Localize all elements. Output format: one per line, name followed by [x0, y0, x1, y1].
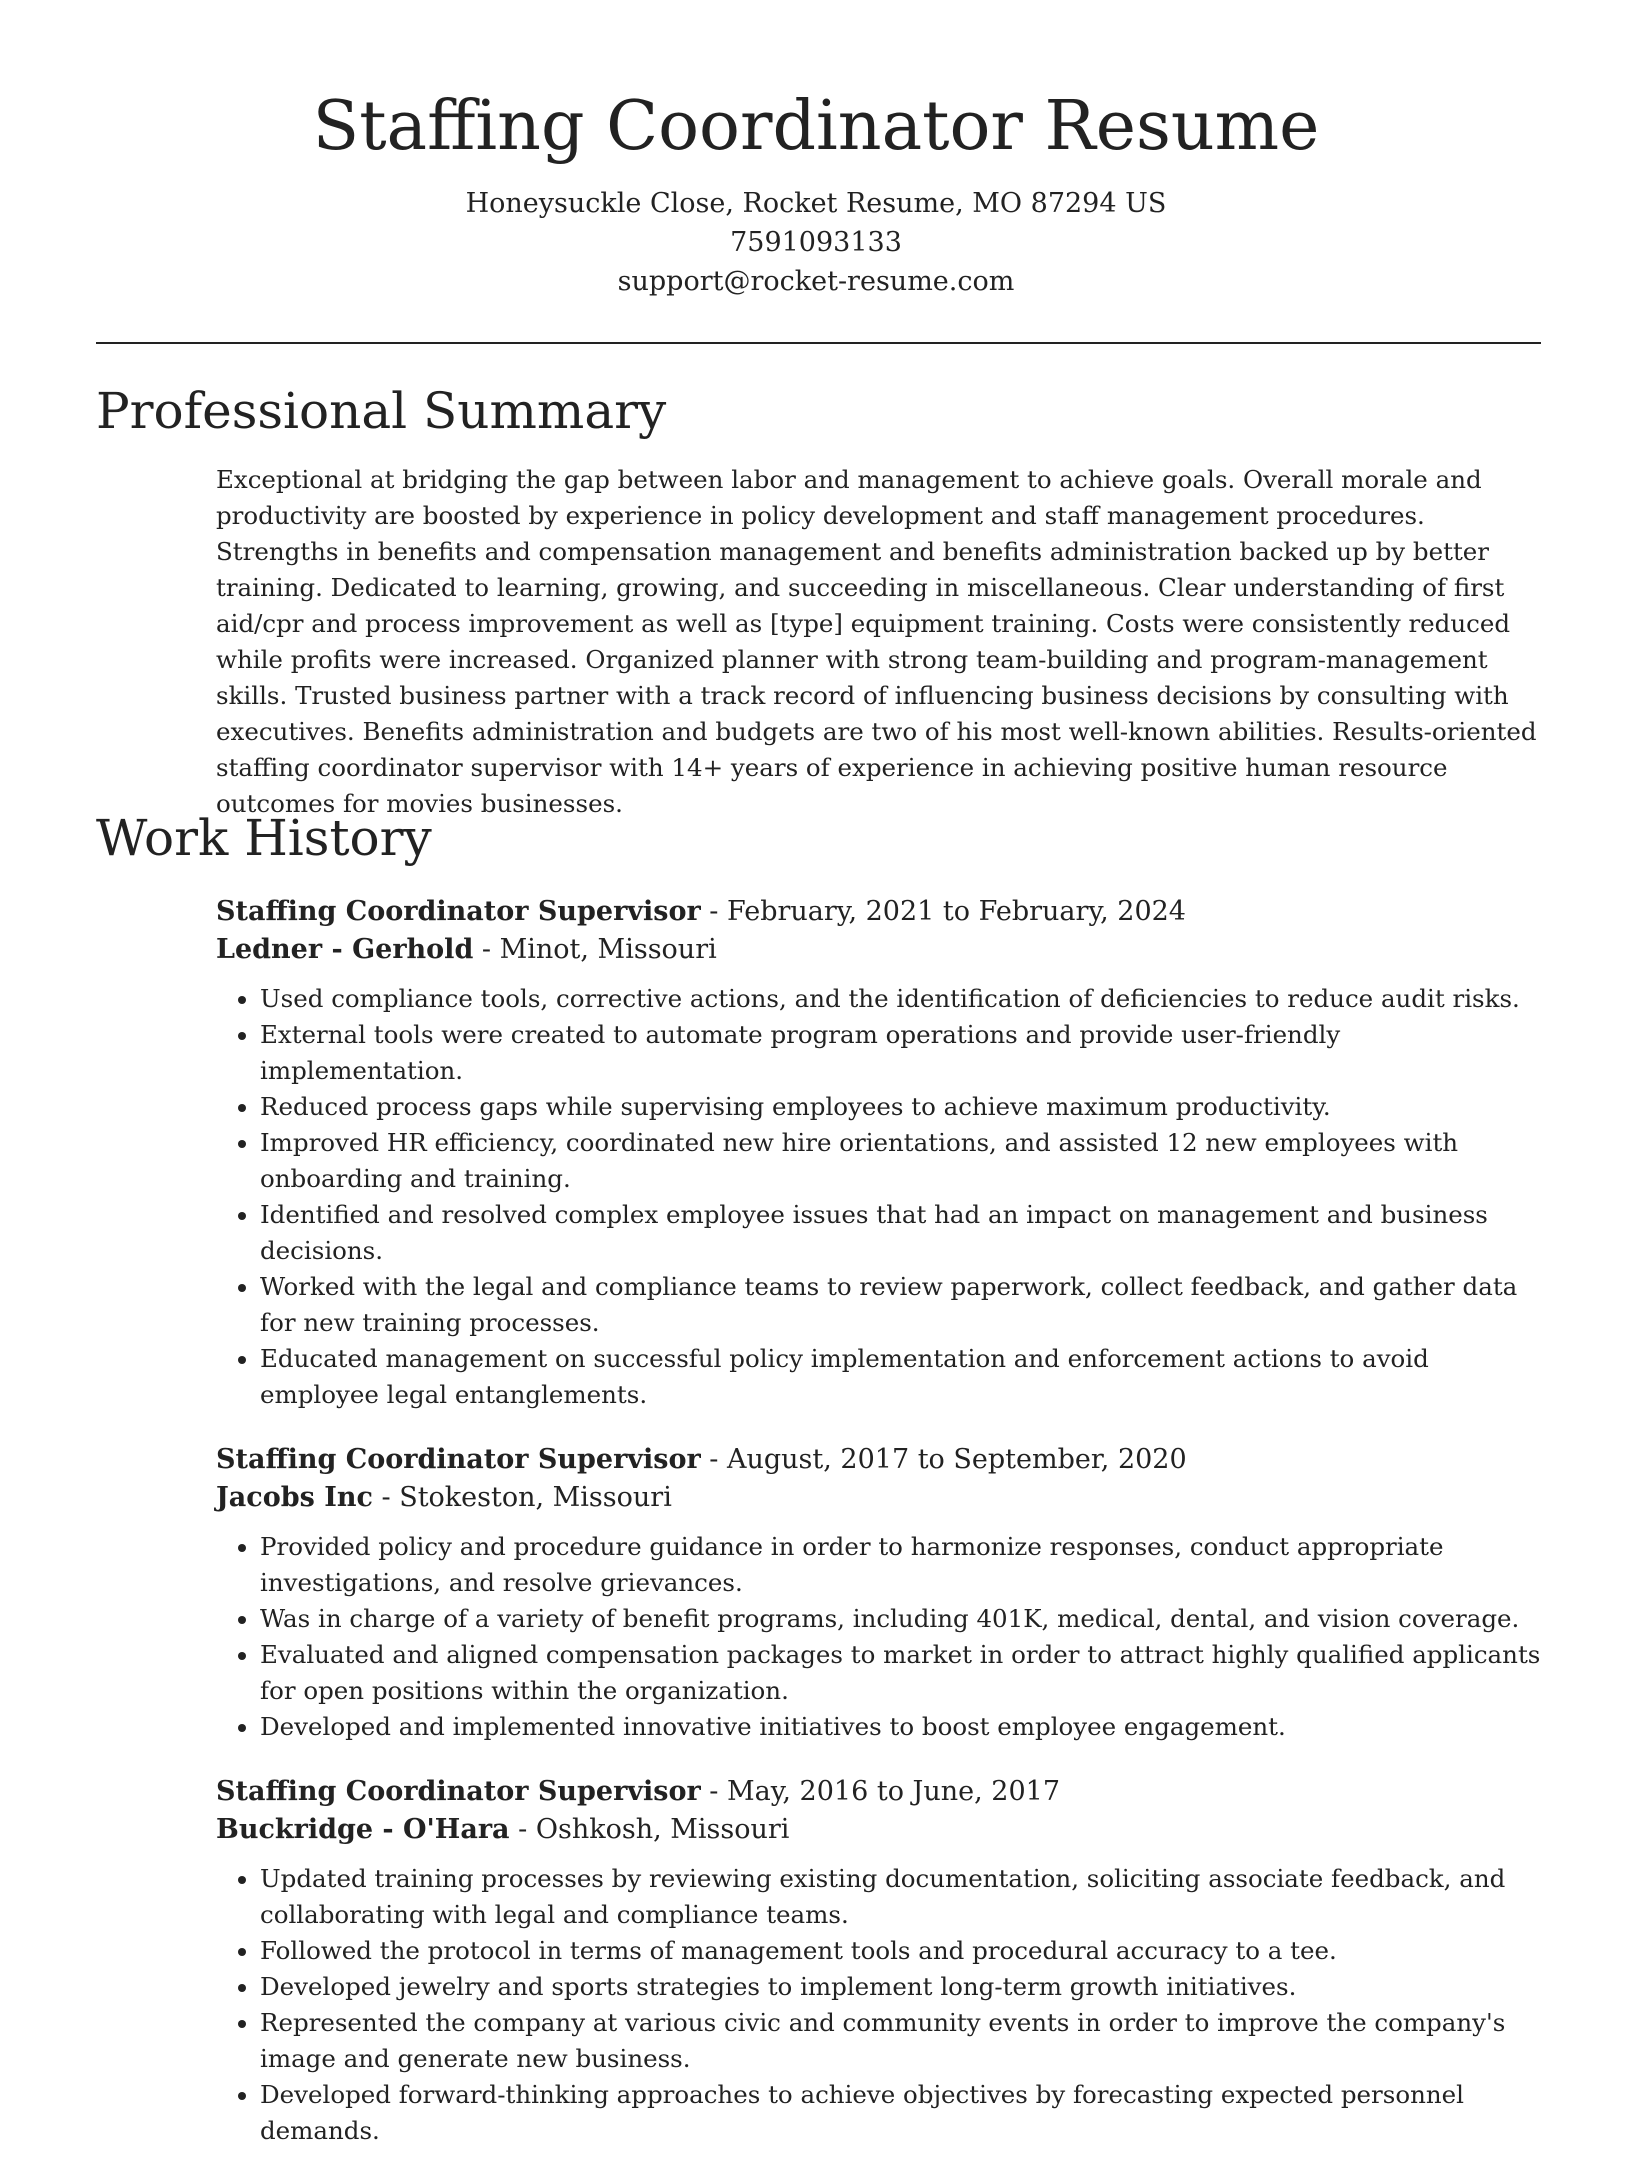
job-location: - Stokeston, Missouri: [372, 1482, 672, 1513]
duty-item: • Was in charge of a variety of benefit programs, including 401K, medical, dental, and vision coverage.: [260, 1601, 1546, 1637]
work-history-heading: Work History: [96, 809, 432, 867]
duty-item: • Identified and resolved complex employee issues that had an impact on management and business decisions.: [260, 1197, 1546, 1269]
job-duties: [216, 1529, 1546, 1745]
job-dates: - February, 2021 to February, 2024: [700, 896, 1186, 927]
job-dates: - May, 2016 to June, 2017: [700, 1776, 1060, 1807]
contact-phone: 7591093133: [730, 227, 902, 258]
job-duties: [216, 1861, 1546, 2149]
job-role: Staffing Coordinator Supervisor: [216, 896, 701, 927]
job-company-line: [216, 1479, 1546, 1517]
job-entry: [216, 893, 1546, 1413]
duty-item: • Represented the company at various civic and community events in order to improve the company's image and generate new business.: [260, 2005, 1546, 2077]
job-location: - Minot, Missouri: [473, 934, 717, 965]
duty-item: • Reduced process gaps while supervising employees to achieve maximum productivity.: [260, 1089, 1546, 1125]
job-company-line: [216, 931, 1546, 969]
contact-address: Honeysuckle Close, Rocket Resume, MO 87294 US: [465, 188, 1167, 219]
job-title-line: [216, 1441, 1546, 1479]
duty-item: • Worked with the legal and compliance teams to review paperwork, collect feedback, and gather data for new training processes.: [260, 1269, 1546, 1341]
work-history-list: [216, 893, 1546, 2177]
resume-header: [0, 0, 1632, 301]
duty-item: • Developed forward-thinking approaches to achieve objectives by forecasting expected personnel demands.: [260, 2077, 1546, 2149]
duty-item: • Followed the protocol in terms of management tools and procedural accuracy to a tee.: [260, 1933, 1546, 1969]
job-dates: - August, 2017 to September, 2020: [700, 1444, 1187, 1475]
summary-heading: Professional Summary: [96, 382, 667, 440]
duty-item: • External tools were created to automate program operations and provide user-friendly implementation.: [260, 1017, 1546, 1089]
duty-item: • Developed and implemented innovative initiatives to boost employee engagement.: [260, 1709, 1546, 1745]
job-company: Buckridge - O'Hara: [216, 1814, 510, 1845]
job-entry: [216, 1441, 1546, 1745]
duty-item: • Improved HR efficiency, coordinated new hire orientations, and assisted 12 new employees with onboarding and training.: [260, 1125, 1546, 1197]
duty-item: • Provided policy and procedure guidance in order to harmonize responses, conduct appropriate investigations, and resolve grievances.: [260, 1529, 1546, 1601]
job-company-line: [216, 1811, 1546, 1849]
job-role: Staffing Coordinator Supervisor: [216, 1444, 701, 1475]
contact-email: support@rocket-resume.com: [617, 266, 1015, 297]
summary-text: Exceptional at bridging the gap between labor and management to achieve goals. Overall morale and productivity are boosted by experience in policy development and staff management procedures. Strengths in benefits and compensation management and benefits administration backed up by better training. Dedicated to learning, growing, and succeeding in miscellaneous. Clear understanding of first aid/cpr and process improvement as well as [type] equipment training. Costs were consistently reduced while profits were increased. Organized planner with strong team-building and program-management skills. Trusted business partner with a track record of influencing business decisions by consulting with executives. Benefits administration and budgets are two of his most well-known abilities. Results-oriented staffing coordinator supervisor with 14+ years of experience in achieving positive human resource outcomes for movies businesses.: [216, 465, 1537, 818]
job-duties: [216, 981, 1546, 1413]
duty-item: • Educated management on successful policy implementation and enforcement actions to avoid employee legal entanglements.: [260, 1341, 1546, 1413]
duty-item: • Evaluated and aligned compensation packages to market in order to attract highly qualified applicants for open positions within the organization.: [260, 1637, 1546, 1709]
resume-title: Staffing Coordinator Resume: [312, 87, 1320, 166]
job-title-line: [216, 893, 1546, 931]
job-role: Staffing Coordinator Supervisor: [216, 1776, 701, 1807]
job-company: Ledner - Gerhold: [216, 934, 474, 965]
job-location: - Oshkosh, Missouri: [509, 1814, 790, 1845]
duty-item: • Developed jewelry and sports strategies to implement long-term growth initiatives.: [260, 1969, 1546, 2005]
duty-item: • Used compliance tools, corrective actions, and the identification of deficiencies to reduce audit risks.: [260, 981, 1546, 1017]
job-title-line: [216, 1773, 1546, 1811]
header-divider: [96, 342, 1541, 344]
duty-item: • Updated training processes by reviewing existing documentation, soliciting associate feedback, and collaborating with legal and compliance teams.: [260, 1861, 1546, 1933]
job-company: Jacobs Inc: [216, 1482, 373, 1513]
job-entry: [216, 1773, 1546, 2149]
contact-block: [0, 184, 1632, 301]
